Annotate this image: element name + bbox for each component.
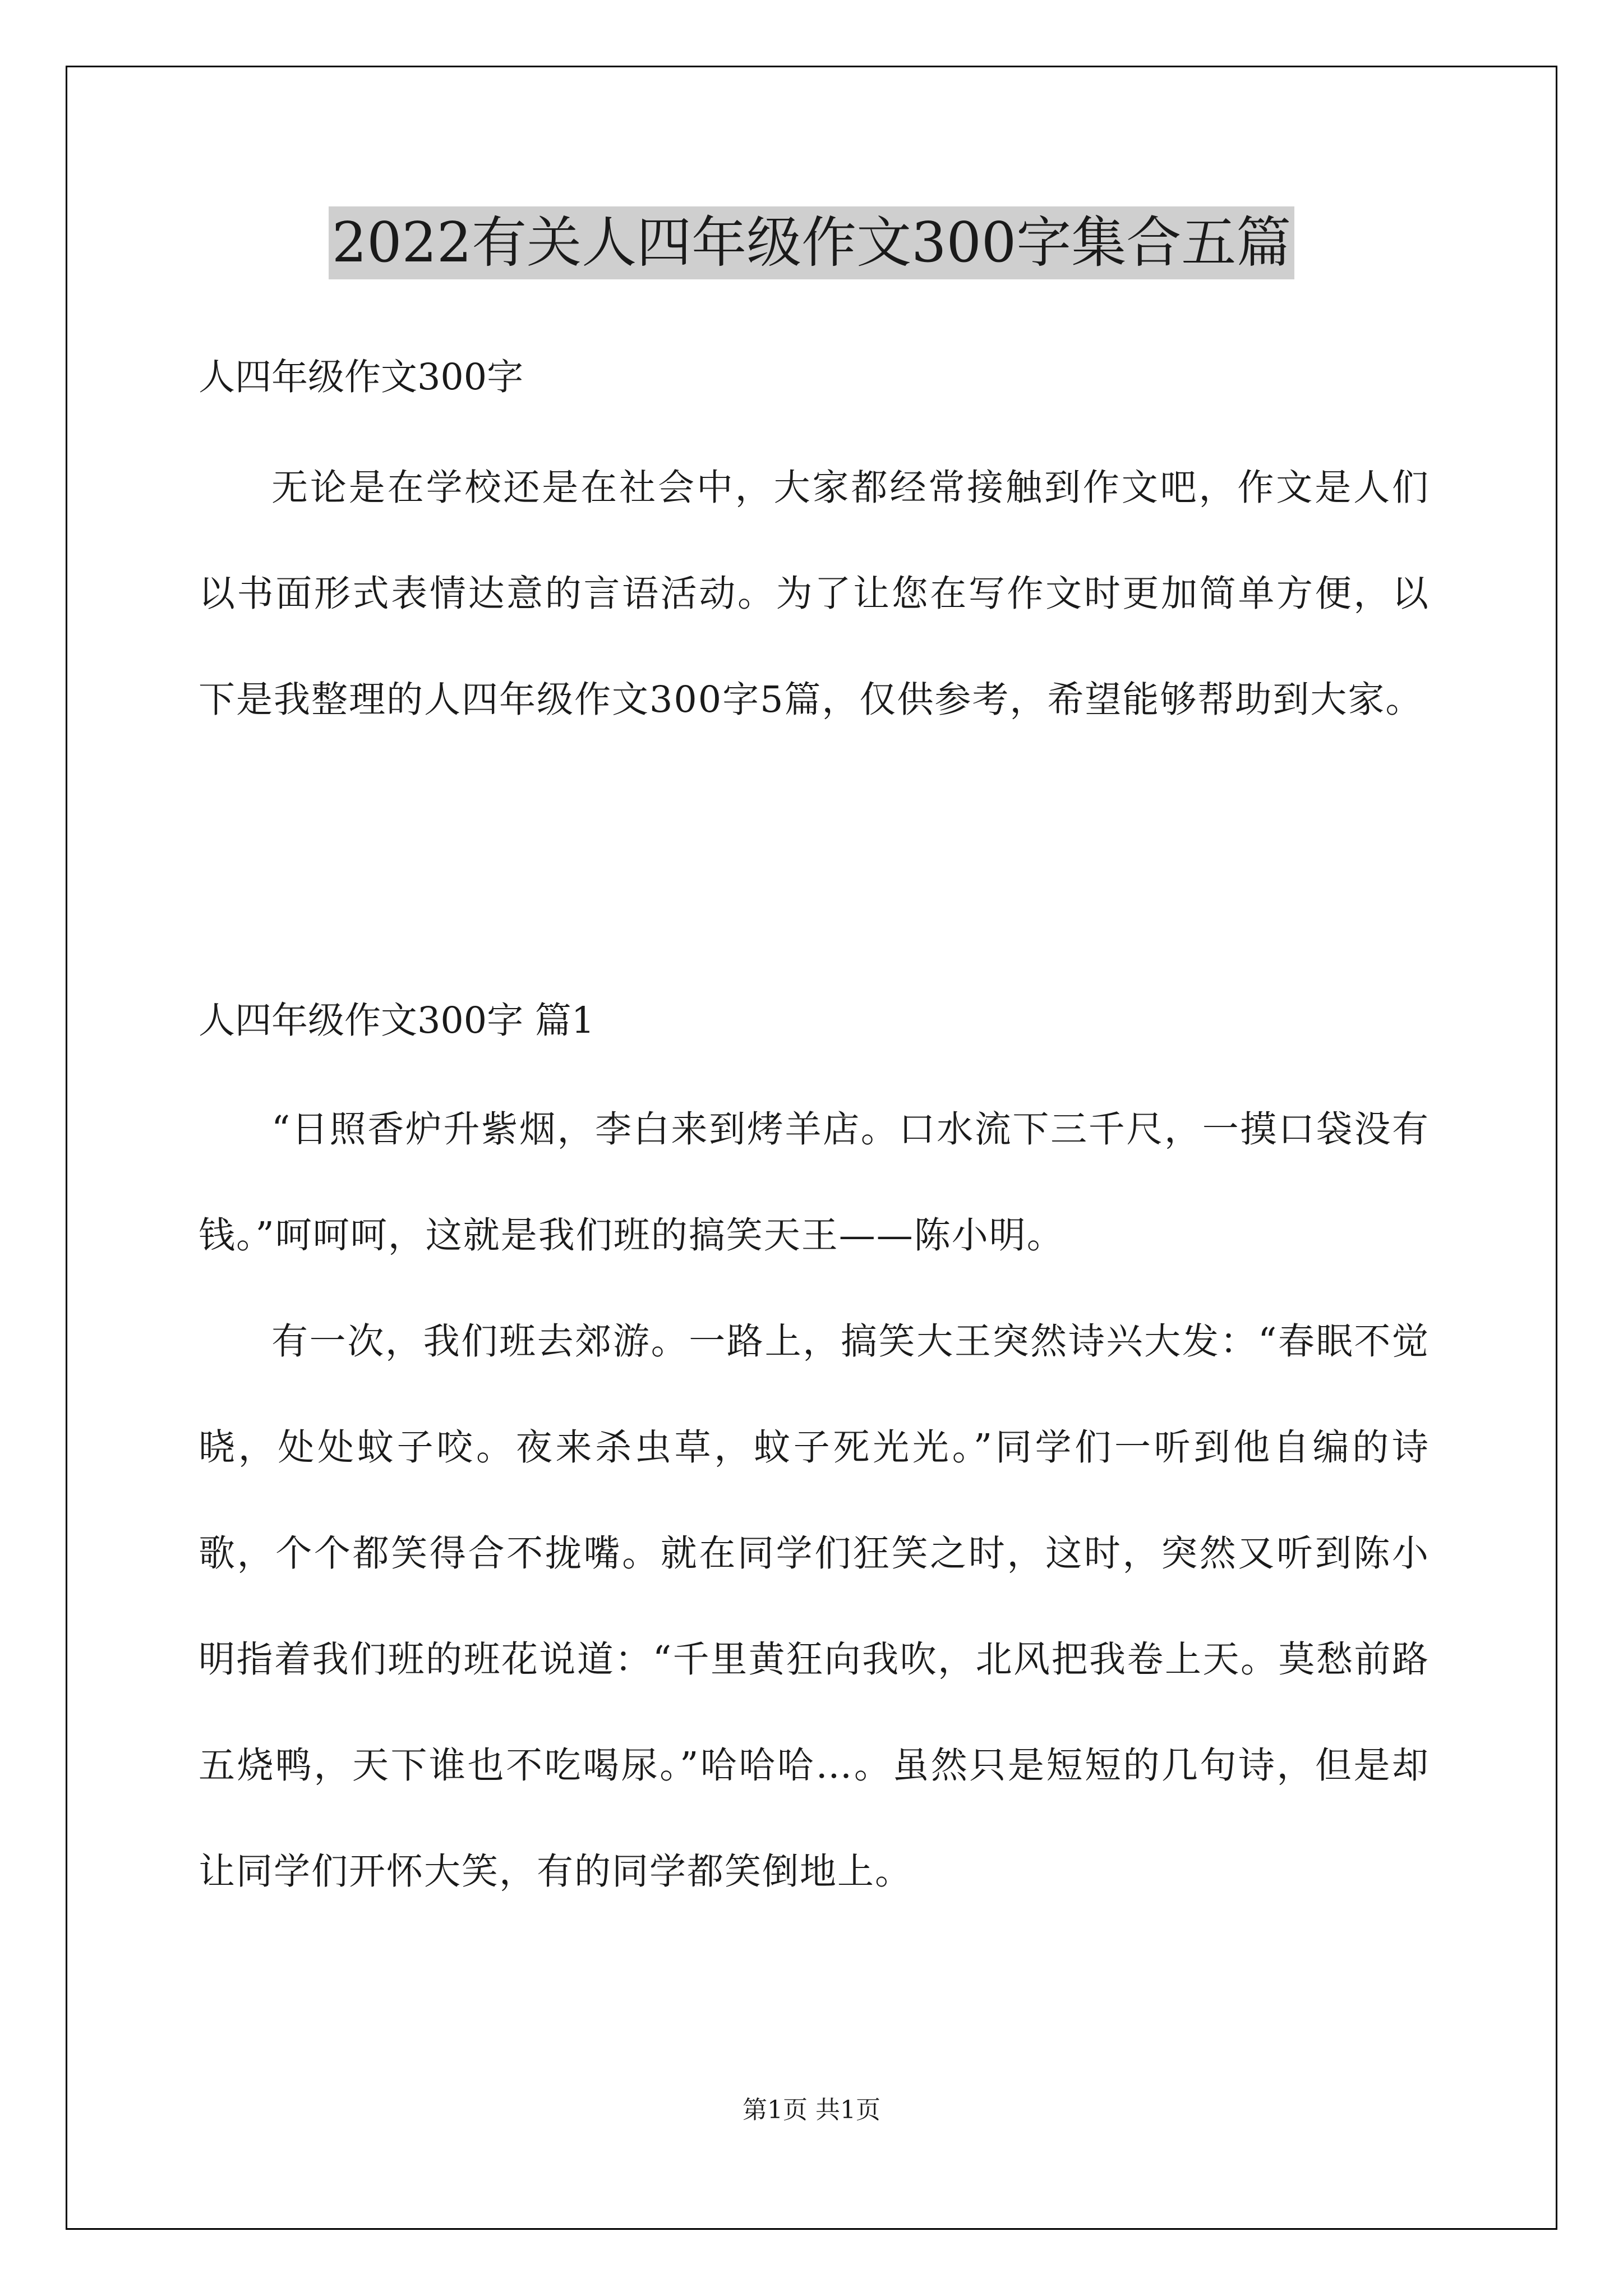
essay1-heading: 人四年级作文300字 篇1 [199, 1000, 595, 1042]
title-container [0, 206, 1623, 279]
page-footer: 第1页 共1页 [743, 2096, 880, 2124]
essay1-paragraph-2: 有一次，我们班去郊游。一路上，搞笑大王突然诗兴大发：“春眠不觉晓，处处蚊子咬。夜来杀虫草，蚊子死光光。”同学们一听到他自编的诗歌，个个都笑得合不拢嘴。就在同学们狂笑之时，这时，突然又听到陈小明指着我们班的班花说道：“千里黄狂向我吹，北风把我卷上天。莫愁前路五烧鸭，天下谁也不吃喝尿。”哈哈哈…。虽然只是短短的几句诗，但是却让同学们开怀大笑，有的同学都笑倒地上。 [199, 1320, 1430, 1893]
intro-paragraph: 无论是在学校还是在社会中，大家都经常接触到作文吧，作文是人们以书面形式表情达意的言语活动。为了让您在写作文时更加简单方便，以下是我整理的人四年级作文300字5篇，仅供参考，希望能够帮助到大家。 [199, 467, 1430, 721]
essay1-paragraph-1: “日照香炉升紫烟，李白来到烤羊店。口水流下三千尺，一摸口袋没有钱。”呵呵呵，这就是我们班的搞笑天王——陈小明。 [199, 1108, 1430, 1257]
document-title: 2022有关人四年级作文300字集合五篇 [329, 206, 1294, 279]
section-heading: 人四年级作文300字 [199, 356, 524, 398]
